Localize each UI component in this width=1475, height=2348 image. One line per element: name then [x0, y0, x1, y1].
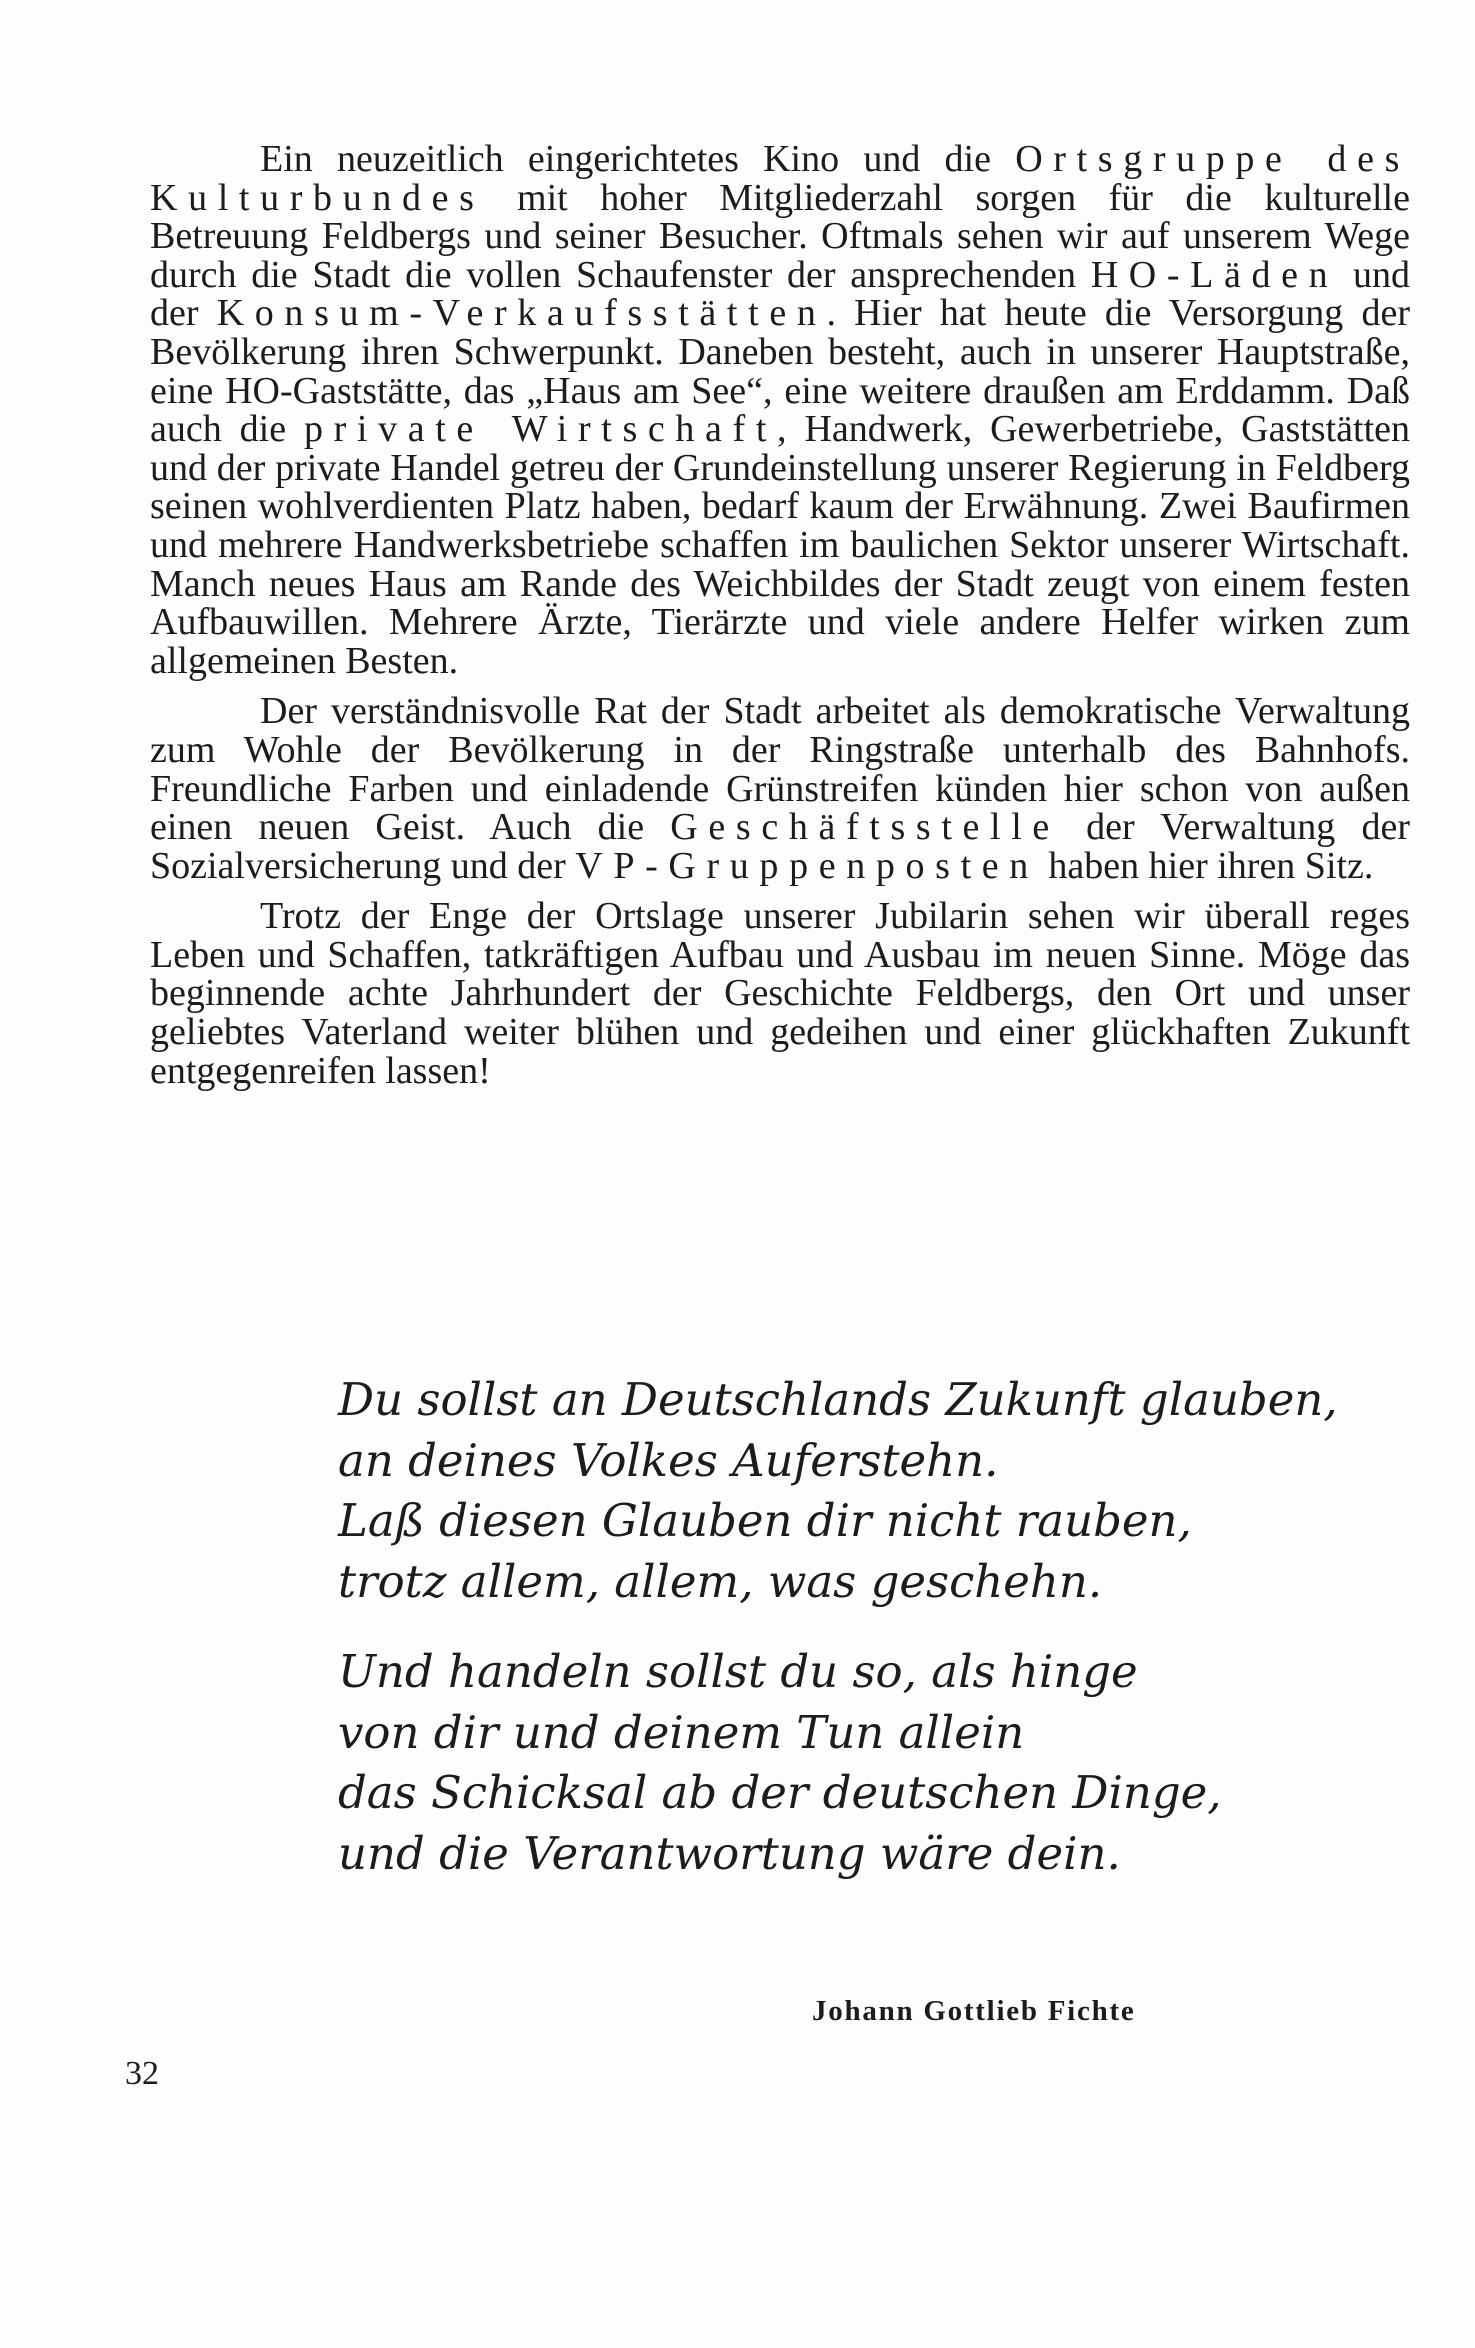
spaced-text-run: Geschäftsstelle — [670, 806, 1060, 849]
text-run: mit hoher Mitgliederzahl sorgen für die kulturelle Betreuung Feldbergs und seiner Besucher. Oftmals sehen wir auf unserem Wege durch die Stadt die vollen Schaufenster der ansprechenden — [150, 176, 1410, 296]
paragraph-2 — [150, 692, 1410, 885]
text-run: Der verständnisvolle Rat der Stadt arbeitet als demokratische Verwaltung zum Wohle der Bevölkerung in der Ringstraße unterhalb des Bahnhofs. Freundliche Farben und einladende Grünstreifen künden hier schon von außen einen neuen Geist. Auch die — [150, 690, 1410, 849]
spaced-text-run: VP-Gruppenposten — [575, 844, 1039, 887]
poem-line: von dir und deinem Tun allein — [338, 1705, 1025, 1759]
poem-author: Johann Gottlieb Fichte — [812, 1995, 1136, 2027]
poem-stanza-1 — [338, 1370, 1338, 1612]
poem-line: Du sollst an Deutschlands Zukunft glauben, — [338, 1373, 1338, 1426]
page-number: 32 — [125, 2055, 159, 2092]
poem-line: Und handeln sollst du so, als hinge — [338, 1645, 1138, 1698]
paragraph-3 — [150, 897, 1410, 1090]
text-run: der Verwaltung der Sozialversicherung und der — [150, 806, 1411, 887]
spaced-text-run: Konsum-Verkaufsstätten — [216, 292, 827, 335]
poem — [338, 1370, 1338, 1914]
text-run: haben hier ihren Sitz. — [1038, 844, 1374, 887]
text-run: . Hier hat heute die Versorgung der Bevölkerung ihren Schwerpunkt. Daneben besteht, auch in unserer Hauptstraße, eine HO-Gaststätte, das „Haus am See“, eine weitere draußen am Erddamm. Daß auch die — [150, 292, 1411, 451]
poem-line: an deines Volkes Auferstehn. — [338, 1433, 999, 1487]
spaced-text-run: HO-Läden — [1090, 253, 1339, 296]
poem-line: und die Verantwortung wäre dein. — [338, 1826, 1121, 1880]
poem-line: trotz allem, allem, was geschehn. — [338, 1554, 1103, 1608]
text-run: Ein neuzeitlich eingerichtetes Kino und die — [260, 138, 1016, 180]
paragraph-1 — [150, 140, 1410, 680]
poem-stanza-2 — [338, 1642, 1338, 1884]
poem-line: das Schicksal ab der deutschen Dinge, — [338, 1766, 1222, 1819]
poem-line: Laß diesen Glauben dir nicht rauben, — [338, 1494, 1192, 1547]
text-run: und der — [150, 253, 1411, 335]
spaced-text-run: private Wirtschaft — [303, 408, 778, 451]
spaced-text-run: Ortsgruppe des Kulturbundes — [150, 138, 1410, 219]
body-text — [150, 140, 1410, 1102]
text-run: Trotz der Enge der Ortslage unserer Jubilarin sehen wir überall reges Leben und Schaffen, tatkräftigen Aufbau und Ausbau im neuen Sinne. Möge das beginnende achte Jahrhundert der Geschichte Feldbergs, den Ort und unser geliebtes Vaterland weiter blühen und gedeihen und einer glückhaften Zukunft entgegenreifen lassen! — [150, 895, 1410, 1092]
text-run: , Handwerk, Gewerbetriebe, Gaststätten und der private Handel getreu der Grundeinstellung unserer Regierung in Feldberg seinen wohlverdienten Platz haben, bedarf kaum der Erwähnung. Zwei Baufirmen und mehrere Handwerksbetriebe schaffen im baulichen Sektor unserer Wirtschaft. Manch neues Haus am Rande des Weichbildes der Stadt zeugt von einem festen Aufbauwillen. Mehrere Ärzte, Tierärzte und viele andere Helfer wirken zum allgemeinen Besten. — [150, 408, 1411, 682]
